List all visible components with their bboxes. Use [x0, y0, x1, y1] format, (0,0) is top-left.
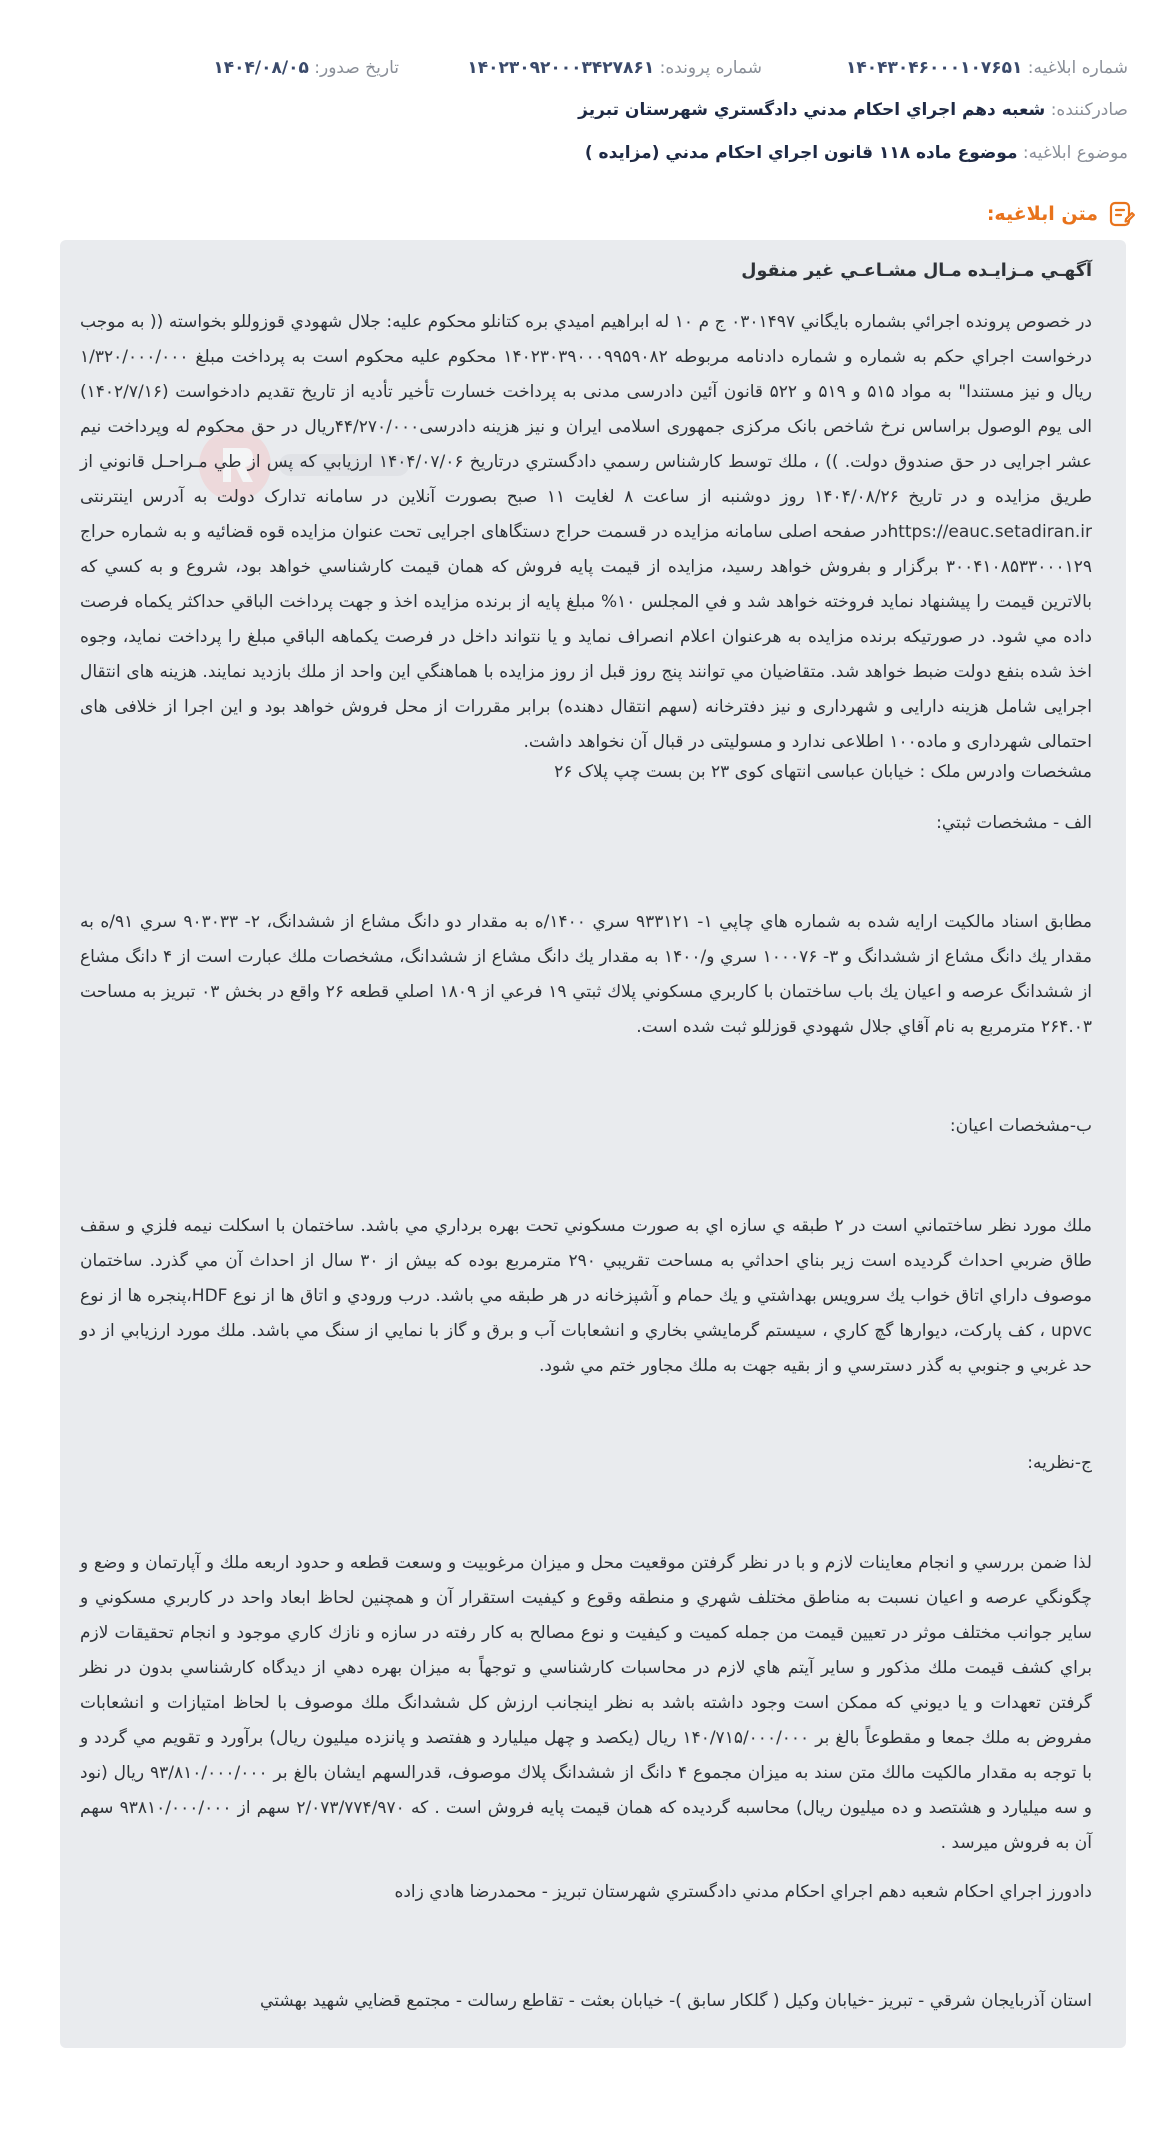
document-edit-icon: [1106, 199, 1136, 229]
property-address: مشخصات وادرس ملک : خيابان عباسی انتهای کوی ۲۳ بن بست چپ پلاک ۲۶: [554, 762, 1092, 782]
notice-text-label: متن ابلاغيه:: [986, 203, 1098, 225]
issuer-field: [578, 96, 1128, 124]
case-number-field: [467, 54, 762, 82]
auction-details-paragraph: در خصوص پرونده اجرائي بشماره بايگاني ۰۳۰۱۴۹۷ ج م ۱۰ له ابراهيم اميدي بره کتانلو محکوم عليه: جلال شهودي قوزوللو بخواسته (( به موجب درخواست اجراي حکم به شماره و شماره دادنامه مربوطه ۱۴۰۲۳۰۳۹۰۰۰۹۹۵۹۰۸۲ محکوم عليه محکوم است به پرداخت مبلغ ۱/۳۲۰/۰۰۰/۰۰۰ ريال و نيز مستندا" به مواد ۵۱۵ و ۵۱۹ و ۵۲۲ قانون آئين دادرسی مدنی به پرداخت خسارت تأخير تأديه از تاريخ تقديم دادخواست (۱۴۰۲/۷/۱۶) الی يوم الوصول براساس نرخ شاخص بانک مرکزی جمهوری اسلامی ايران و نيز هزينه دادرسی۴۴/۲۷۰/۰۰۰ريال در حق محکوم له وپرداخت نيم عشر اجرايی در حق صندوق دولت. )) ، ملك توسط كارشناس رسمي دادگستري درتاريخ ۱۴۰۴/۰۷/۰۶ ارزيابي كه پس از طي مـراحـل قانوني از طريق مزايده و در تاريخ ۱۴۰۴/۰۸/۲۶ روز دوشنبه از ساعت ۸ لغايت ۱۱ صبح بصورت آنلاين در سامانه تدارک دولت به آدرس اينترنتی https://eauc.setadiran.irدر صفحه اصلی سامانه مزايده در قسمت حراج دستگاهای اجرايی تحت عنوان مزايده قوه قضائيه و به شماره حراج ۳۰۰۴۱۰۸۵۳۳۰۰۰۱۲۹ برگزار و بفروش خواهد رسيد، مزايده از قيمت پايه فروش كه همان قيمت كارشناسي خواهد بود، شروع و به كسي كه بالاترين قيمت را پيشنهاد نمايد فروخته خواهد شد و في المجلس ۱۰% مبلغ پايه از برنده مزايده اخذ و جهت پرداخت الباقي حداكثر يكماه فرصت داده مي شود. در صورتيكه برنده مزايده به هرعنوان اعلام انصراف نمايد و يا نتواند داخل در فرصت يكماهه الباقي مبلغ را پرداخت نمايد، وجوه اخذ شده بنفع دولت ضبط خواهد شد. متقاضيان مي توانند پنج روز قبل از روز مزايده با هماهنگي اين واحد از ملك بازديد نمايند. هزينه های انتقال اجرايی شامل هزينه دارايی و شهرداری و نيز دفترخانه (سهم انتقال دهنده) برابر مقررات از محل فروش خواهد بود و اين اجرا از خلافی های احتمالی شهرداری و ماده۱۰۰ اطلاعی ندارد و مسوليتی در قبال آن نخواهد داشت.: [80, 312, 1092, 752]
subject-label: موضوع ابلاغيه:: [1022, 143, 1128, 163]
building-heading: ب-مشخصات اعيان:: [949, 1116, 1092, 1136]
case-number-label: شماره پرونده:: [659, 58, 762, 78]
subject-field: [585, 139, 1128, 167]
opinion-heading: ج-نظريه:: [1027, 1453, 1092, 1473]
signature-line: دادورز اجراي احکام شعبه دهم اجراي احکام مدني دادگستري شهرستان تبريز - محمدرضا هادي زاده: [394, 1882, 1092, 1902]
issue-date-label: تاريخ صدور:: [314, 58, 399, 78]
registry-details-paragraph: مطابق اسناد مالكيت ارايه شده به شماره هاي چاپي ۱- ۹۳۳۱۲۱ سري ۱۴۰۰/ه به مقدار دو دانگ مشاع از ششدانگ، ۲- ۹۰۳۰۳۳ سري ۹۱/ه به مقدار يك دانگ مشاع از ششدانگ و ۳- ۱۰۰۰۷۶ سري و/۱۴۰۰ به مقدار يك دانگ مشاع از ششدانگ، مشخصات ملك عبارت است از ۴ دانگ مشاع از ششدانگ عرصه و اعيان يك باب ساختمان با كاربري مسكوني پلاك ثبتي ۱۹ فرعي از ۱۸۰۹ اصلي قطعه ۲۶ واقع در بخش ۰۳ تبريز به مساحت ۲۶۴.۰۳ مترمربع به نام آقاي جلال شهودي قوزللو ثبت شده است.: [80, 912, 1093, 1037]
auction-heading: آگهـي مـزايـده مـال مشـاعـي غير منقول: [741, 261, 1092, 281]
issuer-label: صادرکننده:: [1050, 100, 1128, 120]
issue-date-field: [213, 54, 399, 82]
issuer-value: شعبه دهم اجراي احکام مدني دادگستري شهرستان تبريز: [578, 100, 1046, 120]
opinion-paragraph: لذا ضمن بررسي و انجام معاينات لازم و با در نظر گرفتن موقعيت محل و ميزان مرغوبيت و وسعت قطعه و حدود اربعه ملك و آپارتمان و وضع و چگونگي عرصه و اعيان نسبت به مناطق مختلف شهري و منطقه وقوع و كيفيت استقرار آن و همچنين لحاظ ابعاد واحد در كاربري مسكوني و ساير جوانب مختلف موثر در تعيين قيمت من جمله كميت و كيفيت و نوع مصالح به كار رفته در سازه و نازك كاري موجود و انجام تحقيقات لازم براي كشف قيمت ملك مذكور و ساير آيتم هاي لازم در محاسبات كارشناسي و توجهاً به ميزان بهره دهي از ديدگاه كارشناسي بدون در نظر گرفتن تعهدات و يا ديوني كه ممكن است وجود داشته باشد به نظر اينجانب ارزش كل ششدانگ ملك موصوف با لحاظ امتيازات و انشعابات مفروض به ملك جمعا و مقطوعاً بالغ بر ۱۴۰/۷۱۵/۰۰۰/۰۰۰ ريال (يكصد و چهل ميليارد و هفتصد و پانزده ميليون ريال) برآورد و تقويم مي گردد و با توجه به مقدار مالكيت مالك متن سند به ميزان مجموع ۴ دانگ از ششدانگ پلاك موصوف، قدرالسهم ايشان بالغ بر ۹۳/۸۱۰/۰۰۰/۰۰۰ ريال (نود و سه ميليارد و هشتصد و ده ميليون ريال) محاسبه گرديده که همان قيمت پايه فروش است . که ۲/۰۷۳/۷۷۴/۹۷۰ سهم از ۹۳۸۱۰/۰۰۰/۰۰۰ سهم آن به فروش ميرسد .: [80, 1553, 1093, 1853]
subject-value: موضوع ماده ۱۱۸ قانون اجراي احکام مدني (مزايده ): [584, 143, 1018, 163]
court-address: استان آذربايجان شرقي - تبريز -خيابان وکيل ( گلکار سابق )- خيابان بعثت - تقاطع رسالت - مجتمع قضايي شهيد بهشتي: [260, 1991, 1092, 2011]
notice-text-title: [987, 197, 1136, 231]
registry-heading: الف - مشخصات ثبتي:: [936, 813, 1092, 833]
notice-number-value: ۱۴۰۴۳۰۴۶۰۰۰۱۰۷۶۵۱: [845, 58, 1023, 78]
notice-number-label: شماره ابلاغيه:: [1027, 58, 1128, 78]
building-details-paragraph: ملك مورد نظر ساختماني است در ۲ طبقه ي سازه اي به صورت مسكوني تحت بهره برداري مي باشد. ساختمان با اسكلت نيمه فلزي و سقف طاق ضربي احداث گرديده است زير بناي احداثي به مساحت تقريبي ۲۹۰ مترمربع بوده كه بيش از ۳۰ سال از احداث آن مي گذرد. ساختمان موصوف داراي اتاق خواب يك سرويس بهداشتي و يك حمام و آشپزخانه در هر طبقه مي باشد. درب ورودي و اتاق ها از نوع HDF،پنجره ها از نوع upvc ، كف پاركت، ديوارها گچ كاري ، سيستم گرمايشي بخاري و انشعابات آب و برق و گاز با نمايي از سنگ مي باشد. ملك مورد ارزيابي از دو حد غربي و جنوبي به گذر دسترسي و از بقيه جهت به ملك مجاور ختم مي شود.: [80, 1216, 1092, 1376]
notice-number-field: [846, 54, 1128, 82]
case-number-value: ۱۴۰۲۳۰۹۲۰۰۰۳۴۲۷۸۶۱: [467, 58, 655, 78]
issue-date-value: ۱۴۰۴/۰۸/۰۵: [213, 58, 309, 78]
